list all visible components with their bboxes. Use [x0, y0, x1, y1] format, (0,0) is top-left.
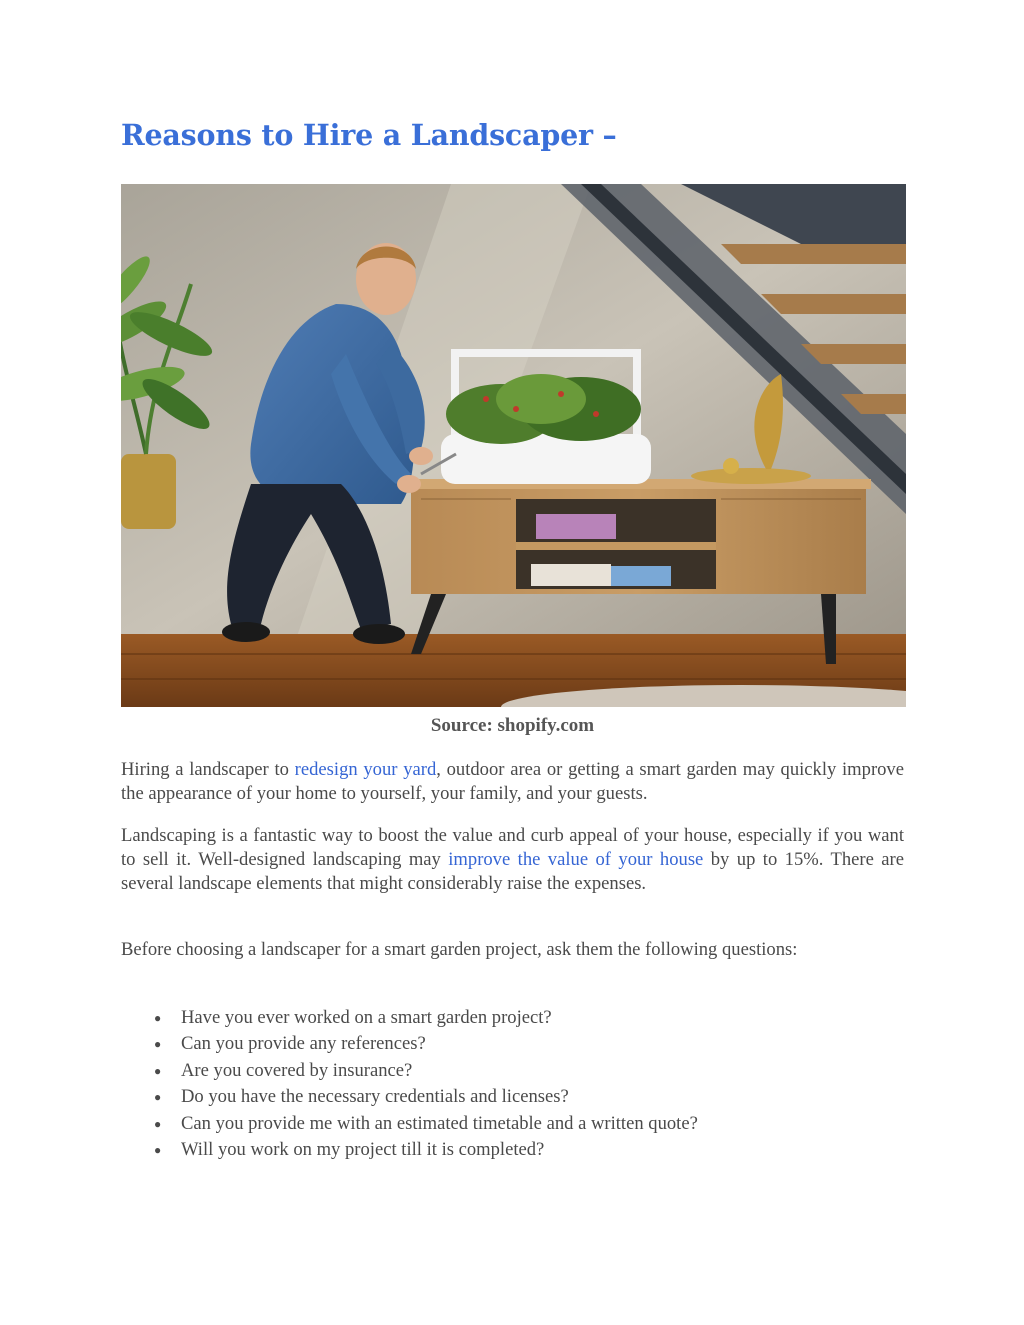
questions-list: [121, 1006, 698, 1164]
list-item: ● Can you provide me with an estimated timetable and a written quote?: [154, 1112, 698, 1134]
page-title: Reasons to Hire a Landscaper –: [121, 118, 617, 152]
paragraph-questions-intro: Before choosing a landscaper for a smart garden project, ask them the following questions:: [121, 939, 798, 960]
bullet-icon: ●: [154, 1011, 162, 1025]
list-item: ● Can you provide any references?: [154, 1033, 426, 1055]
paragraph-intro: Hiring a landscaper to redesign your yard, outdoor area or getting a smart garden may quickly improve the appearance of your home to yourself, your family, and your guests.: [121, 759, 904, 804]
link-redesign-your-yard[interactable]: redesign your yard: [294, 759, 437, 780]
photo-illustration: [121, 184, 906, 707]
list-item: ● Are you covered by insurance?: [154, 1059, 413, 1081]
bullet-icon: ●: [154, 1090, 162, 1105]
image-caption: Source: shopify.com: [430, 715, 595, 736]
bullet-icon: ●: [154, 1116, 162, 1131]
bullet-icon: ●: [154, 1142, 162, 1157]
bullet-icon: ●: [154, 1037, 162, 1052]
link-improve-house-value[interactable]: improve the value of your house: [448, 849, 704, 870]
paragraph-value: Landscaping is a fantastic way to boost the value and curb appeal of your house, especially if you want to sell it. Well-designed landscaping may improve the value of your house by up to 15%. There are several landscape elements that might considerably raise the expenses.: [121, 825, 904, 894]
list-item: ● Do you have the necessary credentials and licenses?: [154, 1086, 569, 1108]
bullet-icon: ●: [154, 1063, 162, 1078]
article-photo: [121, 184, 906, 707]
list-item: ● Will you work on my project till it is completed?: [154, 1138, 545, 1160]
list-item: ● Have you ever worked on a smart garden project?: [154, 1007, 552, 1028]
